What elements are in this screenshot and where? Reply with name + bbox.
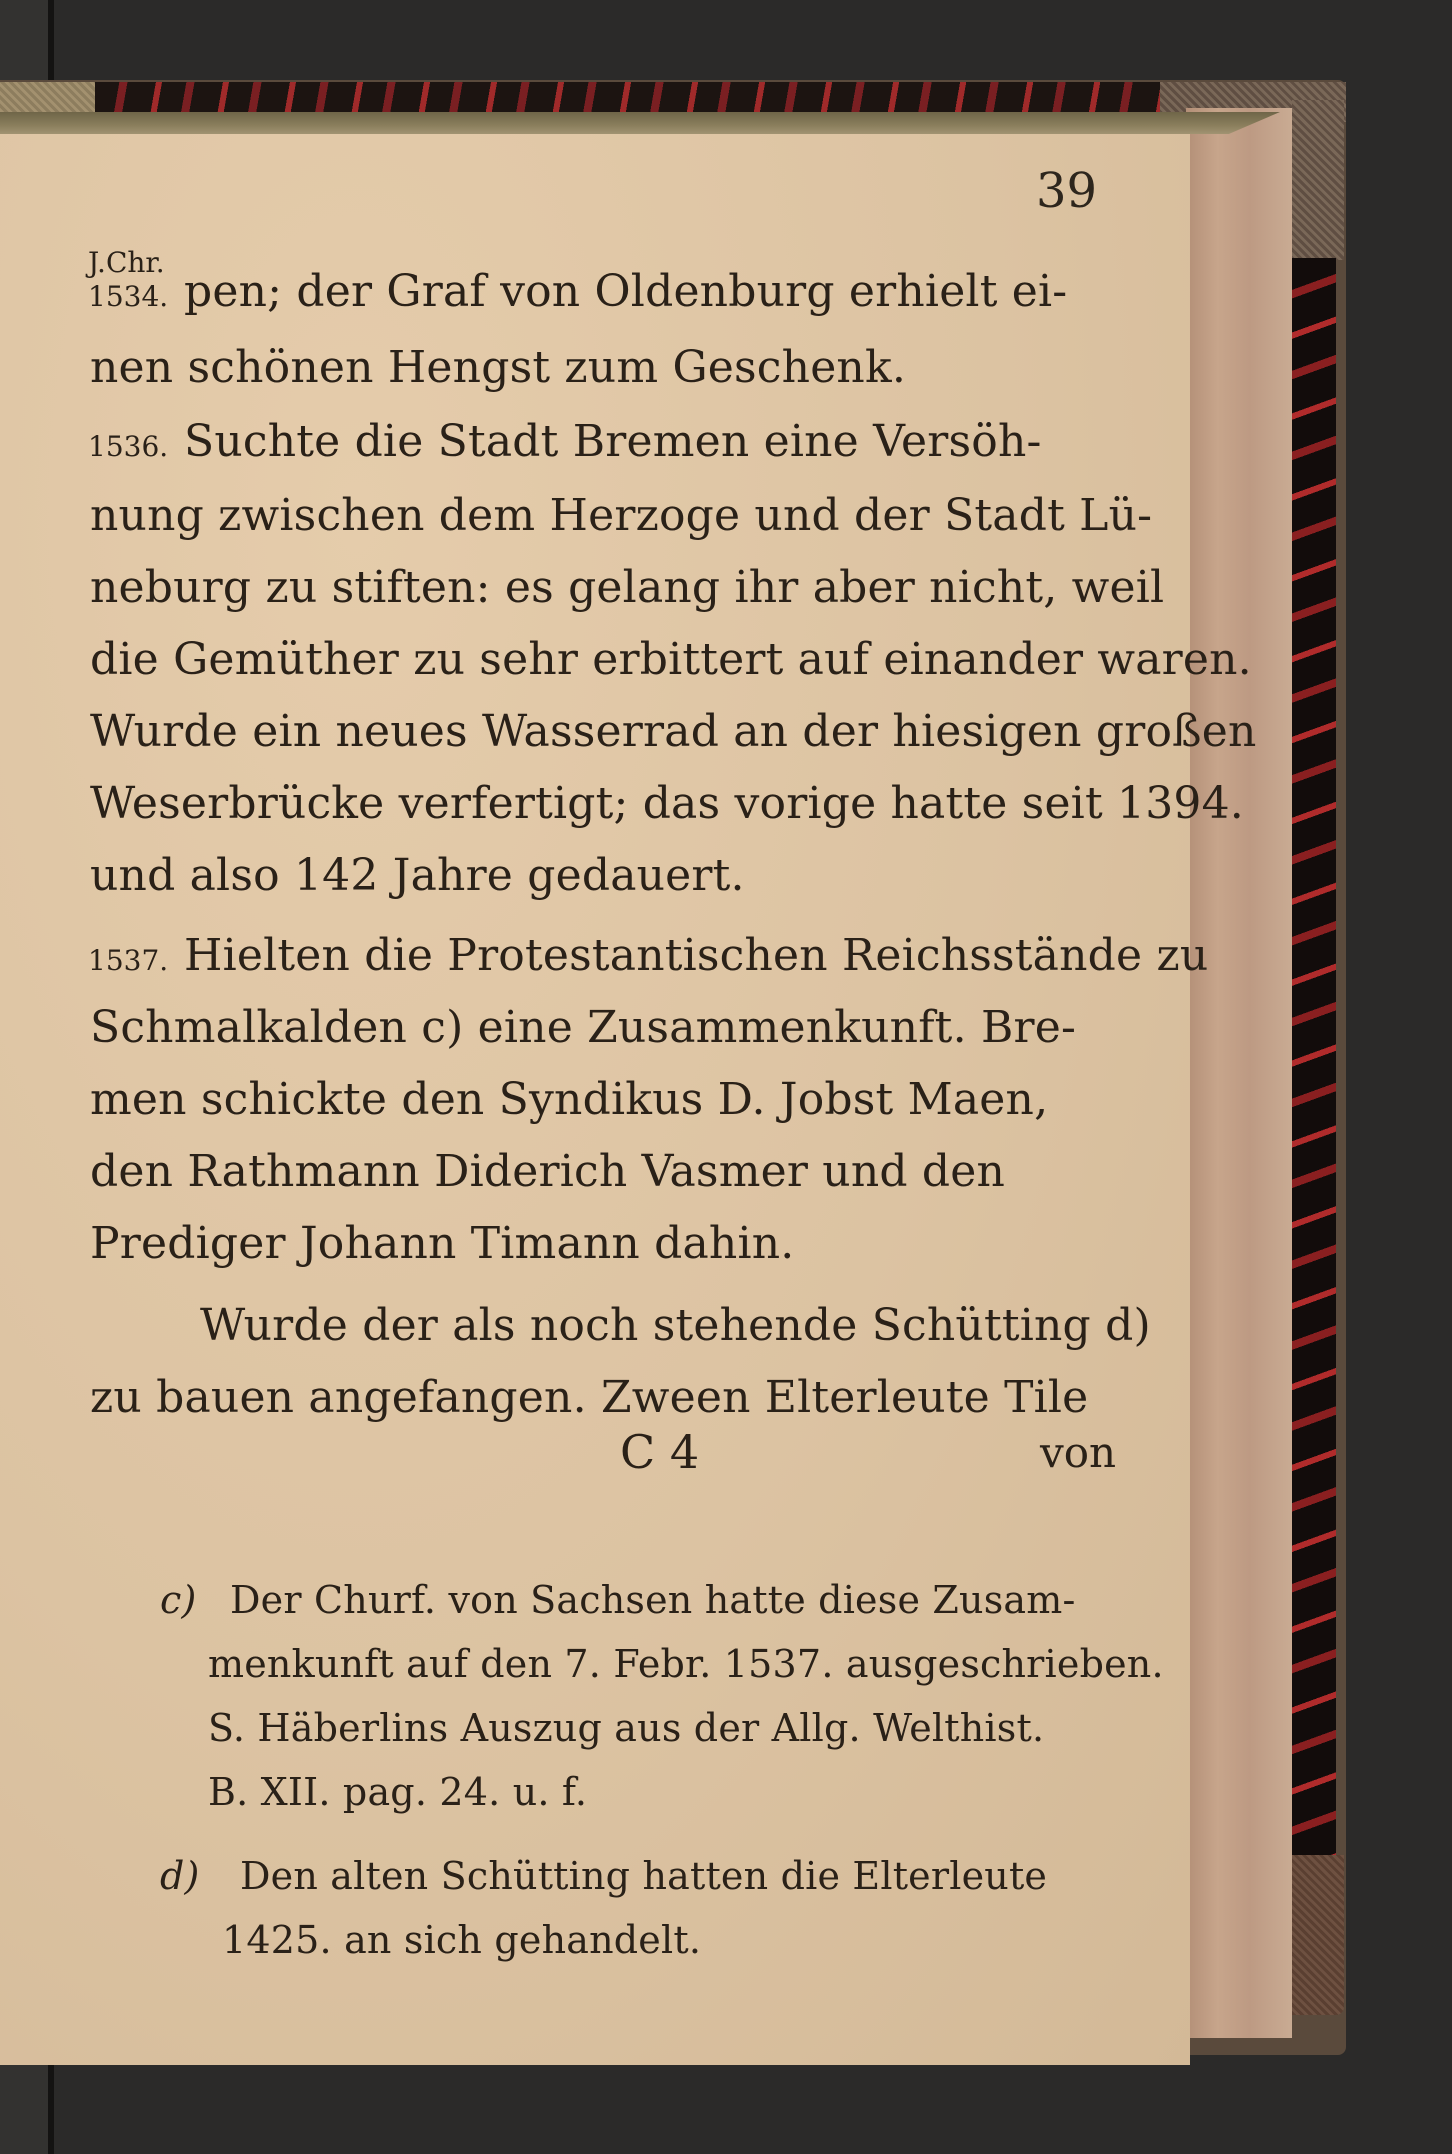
footnote-line: menkunft auf den 7. Febr. 1537. ausgeschrieben. [208, 1642, 1164, 1686]
cover-cloth-right-top [1292, 100, 1344, 260]
cover-marbled-right [1292, 258, 1336, 1908]
body-line: nung zwischen dem Herzoge und der Stadt Lü- [90, 490, 1153, 541]
footnote-marker: d) [160, 1854, 200, 1898]
margin-header: J.Chr. [88, 246, 165, 279]
body-line: und also 142 Jahre gedauert. [90, 850, 745, 901]
footnote-line: S. Häberlins Auszug aus der Allg. Welthist. [208, 1706, 1045, 1750]
body-line: men schickte den Syndikus D. Jobst Maen, [90, 1074, 1049, 1125]
body-line: Hielten die Protestantischen Reichsstände zu [184, 930, 1209, 981]
body-line: Schmalkalden c) eine Zusammenkunft. Bre- [90, 1002, 1077, 1053]
margin-year: 1536. [88, 430, 169, 463]
signature-mark: C 4 [620, 1425, 700, 1479]
footnote-line: Den alten Schütting hatten die Elterleute [240, 1854, 1048, 1898]
cover-cloth-top-left [0, 82, 95, 116]
footnote-line: 1425. an sich gehandelt. [222, 1918, 702, 1962]
margin-year: 1537. [88, 944, 169, 977]
footnote-line: Der Churf. von Sachsen hatte diese Zusam- [230, 1578, 1076, 1622]
footnote-marker: c) [160, 1578, 197, 1622]
body-line: zu bauen angefangen. Zween Elterleute Tile [90, 1372, 1089, 1423]
body-line: Suchte die Stadt Bremen eine Versöh- [184, 416, 1042, 467]
body-line: Prediger Johann Timann dahin. [90, 1218, 795, 1269]
body-line: Wurde ein neues Wasserrad an der hiesigen großen [90, 706, 1257, 757]
page-fore-edge [1186, 108, 1292, 2038]
margin-year: 1534. [88, 280, 169, 313]
catchword: von [1040, 1428, 1117, 1477]
body-line: den Rathmann Diderich Vasmer und den [90, 1146, 1006, 1197]
page-top-edge [0, 112, 1280, 134]
body-line: pen; der Graf von Oldenburg erhielt ei- [184, 266, 1068, 317]
body-line: Wurde der als noch stehende Schütting d) [200, 1300, 1151, 1351]
body-line: nen schönen Hengst zum Geschenk. [90, 342, 907, 393]
body-line: neburg zu stiften: es gelang ihr aber nicht, weil [90, 562, 1165, 613]
page-number: 39 [1036, 163, 1098, 219]
cover-marbled-top [95, 82, 1165, 112]
footnote-line: B. XII. pag. 24. u. f. [208, 1770, 588, 1814]
cover-cloth-right-bottom [1292, 1855, 1344, 2015]
body-line: die Gemüther zu sehr erbittert auf einander waren. [90, 634, 1252, 685]
body-line: Weserbrücke verfertigt; das vorige hatte seit 1394. [90, 778, 1244, 829]
